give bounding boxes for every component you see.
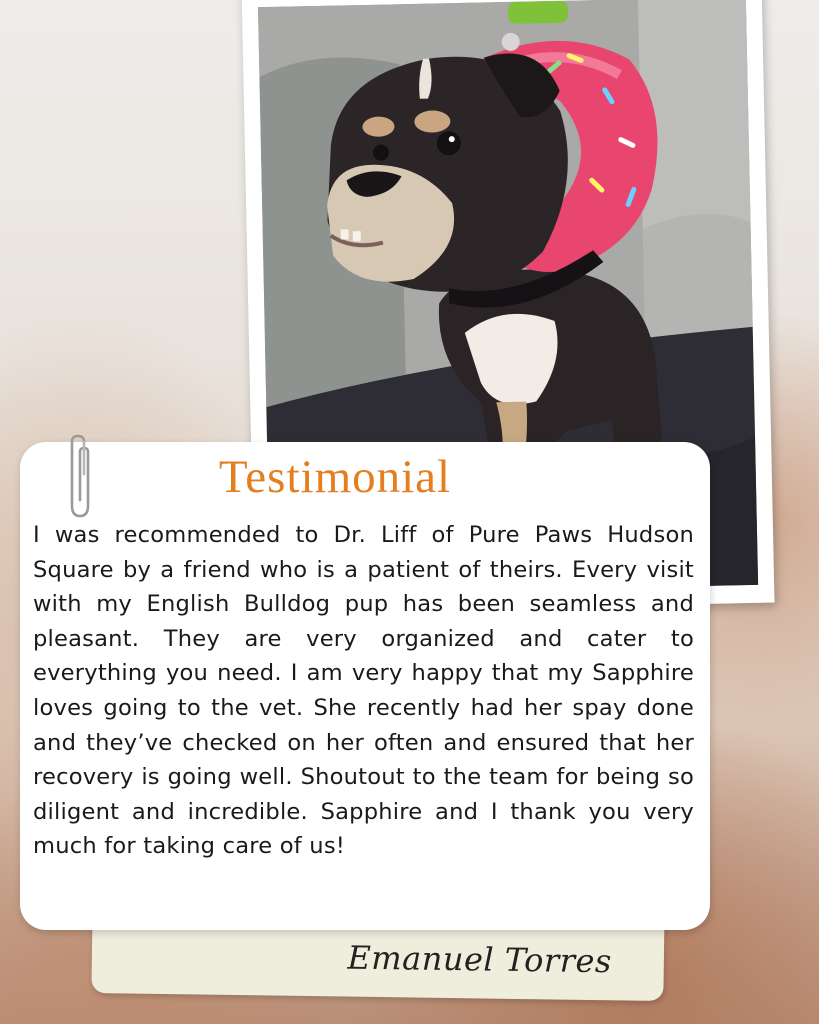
paperclip-icon — [60, 434, 96, 534]
testimonial-body: I was recommended to Dr. Liff of Pure Paws Hudson Square by a friend who is a patient of theirs. Every visit with my English Bulldog pup has been seamless and pleasant. They are very organized and cater to everything you need. I am very happy that my Sapphire loves going to the vet. She recently had her spay done and they’ve checked on her often and ensured that her recovery is going well. Shoutout to the team for being so diligent and incredible. Sapphire and I thank you very much for taking care of us! — [33, 522, 694, 860]
testimonial-title: Testimonial — [218, 451, 452, 503]
author-signature: Emanuel Torres — [347, 938, 613, 981]
testimonial-card — [20, 442, 710, 930]
